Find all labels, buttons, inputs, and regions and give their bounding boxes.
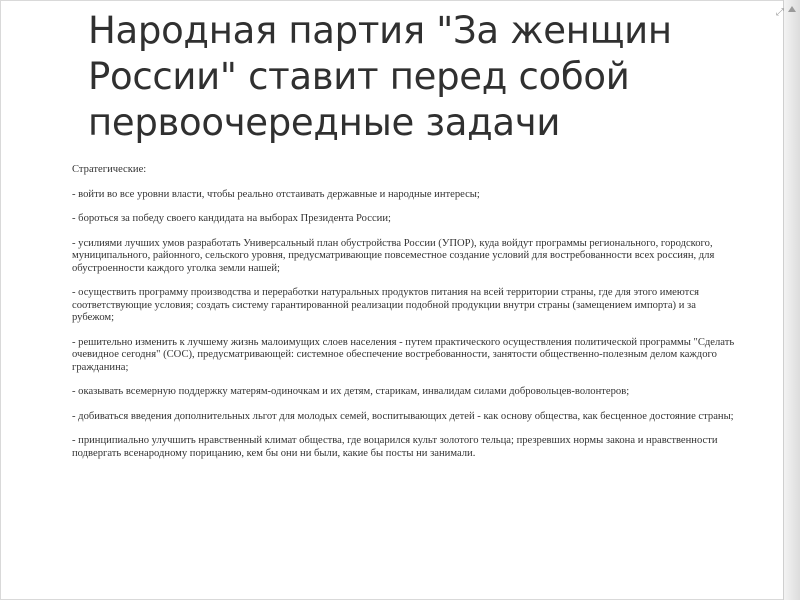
expand-icon[interactable]: ⤢ <box>776 7 784 18</box>
section-label: Стратегические: <box>72 164 147 175</box>
list-item: - оказывать всемерную поддержку матерям-одиночкам и их детям, старикам, инвалидам силами добровольцев-волонтеров; <box>72 386 630 397</box>
list-item: - усилиями лучших умов разработать Универсальный план обустройства России (УПОР), куда войдут программы регионального, городского, муниципального, районного, сельского уровня, предусматривающие повсеместное создание условий для востребованности всех россиян, для обустроенности каждого уголка земли нашей; <box>72 237 715 274</box>
list-item: - решительно изменить к лучшему жизнь малоимущих слоев населения - путем практического осуществления политической программы "Сделать очевидное сегодня" (СОС), предусматривающей: системное обеспечение востребованности, занятости общественно-полезным делом каждого гражданина; <box>72 336 735 373</box>
vertical-scrollbar[interactable] <box>783 0 800 600</box>
scroll-up-icon[interactable] <box>788 6 796 12</box>
list-item: - принципиально улучшить нравственный климат общества, где воцарился культ золотого тельца; презревших нормы закона и нравственности подвергать всенародному порицанию, кем бы они ни были, какие бы посты ни занимали. <box>72 435 718 459</box>
slide-body <box>72 164 736 472</box>
list-item: - бороться за победу своего кандидата на выборах Президента России; <box>72 213 391 224</box>
list-item: - осуществить программу производства и переработки натуральных продуктов питания на всей территории страны, где для этого имеются соответствующие условия; создать систему гарантированной реализации подобной продукции внутри страны (замещением импорта) и за рубежом; <box>72 287 699 323</box>
slide-title: Народная партия "За женщин России" ставит перед собой первоочередные задачи <box>88 9 672 144</box>
list-item: - добиваться введения дополнительных льгот для молодых семей, воспитывающих детей - как основу общества, как бесценное достояние страны; <box>72 410 734 422</box>
list-item: - войти во все уровни власти, чтобы реально отстаивать державные и народные интересы; <box>72 188 480 200</box>
